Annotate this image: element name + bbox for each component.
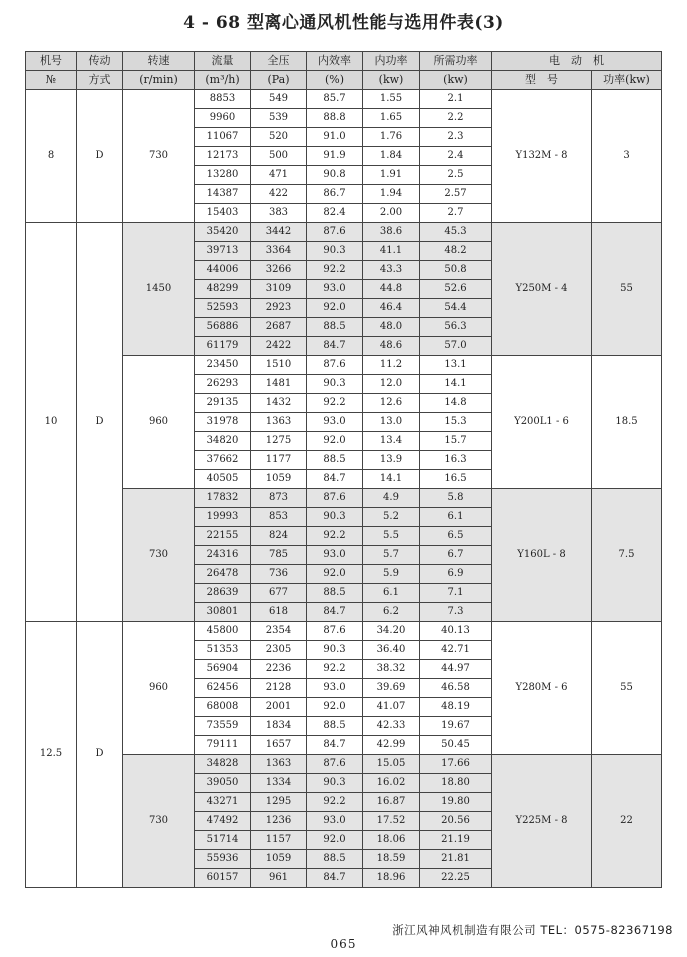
inner-power-cell: 1.94: [363, 185, 420, 204]
col-flow: 流量: [195, 52, 251, 71]
required-power-cell: 6.7: [420, 546, 492, 565]
pressure-cell: 1177: [251, 451, 307, 470]
pressure-cell: 853: [251, 508, 307, 527]
pressure-cell: 500: [251, 147, 307, 166]
pressure-cell: 2001: [251, 698, 307, 717]
pressure-cell: 520: [251, 128, 307, 147]
pressure-cell: 785: [251, 546, 307, 565]
pressure-cell: 824: [251, 527, 307, 546]
inner-power-cell: 18.96: [363, 869, 420, 888]
motor-model-cell: Y225M - 8: [492, 755, 592, 888]
flow-cell: 56904: [195, 660, 251, 679]
efficiency-cell: 88.5: [307, 451, 363, 470]
pressure-cell: 961: [251, 869, 307, 888]
pressure-cell: 3442: [251, 223, 307, 242]
required-power-cell: 52.6: [420, 280, 492, 299]
flow-cell: 13280: [195, 166, 251, 185]
required-power-cell: 22.25: [420, 869, 492, 888]
fan-model-no-cell: 8: [26, 90, 77, 223]
flow-cell: 48299: [195, 280, 251, 299]
flow-cell: 11067: [195, 128, 251, 147]
flow-cell: 28639: [195, 584, 251, 603]
efficiency-cell: 88.5: [307, 584, 363, 603]
required-power-cell: 18.80: [420, 774, 492, 793]
inner-power-cell: 4.9: [363, 489, 420, 508]
pressure-cell: 1295: [251, 793, 307, 812]
drive-type-cell: D: [77, 223, 123, 622]
motor-power-cell: 3: [592, 90, 662, 223]
col-pressure: 全压: [251, 52, 307, 71]
flow-cell: 14387: [195, 185, 251, 204]
inner-power-cell: 46.4: [363, 299, 420, 318]
required-power-cell: 15.3: [420, 413, 492, 432]
inner-power-cell: 5.9: [363, 565, 420, 584]
required-power-cell: 21.81: [420, 850, 492, 869]
inner-power-cell: 5.2: [363, 508, 420, 527]
required-power-cell: 14.1: [420, 375, 492, 394]
flow-cell: 34828: [195, 755, 251, 774]
required-power-cell: 17.66: [420, 755, 492, 774]
pressure-cell: 549: [251, 90, 307, 109]
inner-power-cell: 17.52: [363, 812, 420, 831]
col-inner-power-unit: (kw): [363, 71, 420, 90]
flow-cell: 79111: [195, 736, 251, 755]
flow-cell: 39713: [195, 242, 251, 261]
flow-cell: 15403: [195, 204, 251, 223]
pressure-cell: 873: [251, 489, 307, 508]
efficiency-cell: 87.6: [307, 223, 363, 242]
pressure-cell: 2354: [251, 622, 307, 641]
pressure-cell: 2128: [251, 679, 307, 698]
efficiency-cell: 90.3: [307, 774, 363, 793]
flow-cell: 34820: [195, 432, 251, 451]
col-model-no-sub: №: [26, 71, 77, 90]
pressure-cell: 1059: [251, 850, 307, 869]
drive-type-cell: D: [77, 90, 123, 223]
efficiency-cell: 93.0: [307, 679, 363, 698]
required-power-cell: 56.3: [420, 318, 492, 337]
pressure-cell: 1363: [251, 413, 307, 432]
page-number: 065: [330, 937, 357, 951]
pressure-cell: 1236: [251, 812, 307, 831]
efficiency-cell: 87.6: [307, 622, 363, 641]
required-power-cell: 57.0: [420, 337, 492, 356]
fan-model-no-cell: 12.5: [26, 622, 77, 888]
required-power-cell: 7.3: [420, 603, 492, 622]
speed-cell: 730: [123, 755, 195, 888]
inner-power-cell: 1.65: [363, 109, 420, 128]
inner-power-cell: 42.99: [363, 736, 420, 755]
efficiency-cell: 85.7: [307, 90, 363, 109]
pressure-cell: 618: [251, 603, 307, 622]
pressure-cell: 1275: [251, 432, 307, 451]
required-power-cell: 50.45: [420, 736, 492, 755]
efficiency-cell: 93.0: [307, 280, 363, 299]
flow-cell: 8853: [195, 90, 251, 109]
efficiency-cell: 87.6: [307, 356, 363, 375]
col-motor-power: 功率(kw): [592, 71, 662, 90]
flow-cell: 35420: [195, 223, 251, 242]
required-power-cell: 48.2: [420, 242, 492, 261]
flow-cell: 31978: [195, 413, 251, 432]
inner-power-cell: 5.7: [363, 546, 420, 565]
flow-cell: 29135: [195, 394, 251, 413]
inner-power-cell: 1.76: [363, 128, 420, 147]
efficiency-cell: 92.0: [307, 432, 363, 451]
col-efficiency: 内效率: [307, 52, 363, 71]
pressure-cell: 383: [251, 204, 307, 223]
inner-power-cell: 13.0: [363, 413, 420, 432]
col-required-power: 所需功率: [420, 52, 492, 71]
efficiency-cell: 87.6: [307, 755, 363, 774]
pressure-cell: 736: [251, 565, 307, 584]
efficiency-cell: 88.5: [307, 850, 363, 869]
efficiency-cell: 90.3: [307, 242, 363, 261]
inner-power-cell: 18.06: [363, 831, 420, 850]
motor-model-cell: Y280M - 6: [492, 622, 592, 755]
pressure-cell: 2687: [251, 318, 307, 337]
efficiency-cell: 88.5: [307, 318, 363, 337]
flow-cell: 19993: [195, 508, 251, 527]
flow-cell: 17832: [195, 489, 251, 508]
inner-power-cell: 1.55: [363, 90, 420, 109]
required-power-cell: 42.71: [420, 641, 492, 660]
flow-cell: 73559: [195, 717, 251, 736]
required-power-cell: 2.57: [420, 185, 492, 204]
flow-cell: 56886: [195, 318, 251, 337]
motor-model-cell: Y200L1 - 6: [492, 356, 592, 489]
inner-power-cell: 2.00: [363, 204, 420, 223]
efficiency-cell: 92.2: [307, 394, 363, 413]
required-power-cell: 6.1: [420, 508, 492, 527]
inner-power-cell: 12.0: [363, 375, 420, 394]
speed-cell: 960: [123, 622, 195, 755]
efficiency-cell: 88.8: [307, 109, 363, 128]
inner-power-cell: 36.40: [363, 641, 420, 660]
inner-power-cell: 15.05: [363, 755, 420, 774]
flow-cell: 52593: [195, 299, 251, 318]
required-power-cell: 2.3: [420, 128, 492, 147]
efficiency-cell: 91.0: [307, 128, 363, 147]
efficiency-cell: 90.3: [307, 375, 363, 394]
col-inner-power: 内功率: [363, 52, 420, 71]
efficiency-cell: 84.7: [307, 736, 363, 755]
flow-cell: 40505: [195, 470, 251, 489]
pressure-cell: 1510: [251, 356, 307, 375]
required-power-cell: 2.4: [420, 147, 492, 166]
speed-cell: 1450: [123, 223, 195, 356]
pressure-cell: 539: [251, 109, 307, 128]
inner-power-cell: 41.07: [363, 698, 420, 717]
col-drive-sub: 方式: [77, 71, 123, 90]
inner-power-cell: 39.69: [363, 679, 420, 698]
efficiency-cell: 93.0: [307, 812, 363, 831]
efficiency-cell: 92.2: [307, 261, 363, 280]
col-motor-model: 型 号: [492, 71, 592, 90]
col-speed-unit: (r/min): [123, 71, 195, 90]
flow-cell: 24316: [195, 546, 251, 565]
required-power-cell: 2.2: [420, 109, 492, 128]
flow-cell: 30801: [195, 603, 251, 622]
required-power-cell: 16.3: [420, 451, 492, 470]
flow-cell: 61179: [195, 337, 251, 356]
inner-power-cell: 18.59: [363, 850, 420, 869]
fan-model-no-cell: 10: [26, 223, 77, 622]
flow-cell: 45800: [195, 622, 251, 641]
flow-cell: 43271: [195, 793, 251, 812]
required-power-cell: 19.80: [420, 793, 492, 812]
efficiency-cell: 92.0: [307, 299, 363, 318]
table-body: [26, 90, 662, 888]
efficiency-cell: 92.0: [307, 565, 363, 584]
required-power-cell: 40.13: [420, 622, 492, 641]
pressure-cell: 1432: [251, 394, 307, 413]
flow-cell: 9960: [195, 109, 251, 128]
pressure-cell: 471: [251, 166, 307, 185]
inner-power-cell: 16.02: [363, 774, 420, 793]
inner-power-cell: 44.8: [363, 280, 420, 299]
inner-power-cell: 11.2: [363, 356, 420, 375]
page-title: 4 - 68 型离心通风机性能与选用件表(3): [183, 13, 504, 33]
efficiency-cell: 92.2: [307, 660, 363, 679]
pressure-cell: 1363: [251, 755, 307, 774]
inner-power-cell: 13.4: [363, 432, 420, 451]
motor-power-cell: 7.5: [592, 489, 662, 622]
col-motor: 电 动 机: [492, 52, 662, 71]
required-power-cell: 5.8: [420, 489, 492, 508]
required-power-cell: 2.5: [420, 166, 492, 185]
inner-power-cell: 1.91: [363, 166, 420, 185]
efficiency-cell: 84.7: [307, 869, 363, 888]
pressure-cell: 1157: [251, 831, 307, 850]
required-power-cell: 2.1: [420, 90, 492, 109]
required-power-cell: 54.4: [420, 299, 492, 318]
flow-cell: 51353: [195, 641, 251, 660]
efficiency-cell: 92.2: [307, 527, 363, 546]
pressure-cell: 1481: [251, 375, 307, 394]
pressure-cell: 1834: [251, 717, 307, 736]
col-drive: 传动: [77, 52, 123, 71]
pressure-cell: 3266: [251, 261, 307, 280]
drive-type-cell: D: [77, 622, 123, 888]
speed-cell: 960: [123, 356, 195, 489]
pressure-cell: 3364: [251, 242, 307, 261]
col-required-power-unit: (kw): [420, 71, 492, 90]
efficiency-cell: 90.3: [307, 508, 363, 527]
motor-power-cell: 18.5: [592, 356, 662, 489]
pressure-cell: 1059: [251, 470, 307, 489]
inner-power-cell: 38.32: [363, 660, 420, 679]
inner-power-cell: 48.6: [363, 337, 420, 356]
pressure-cell: 422: [251, 185, 307, 204]
inner-power-cell: 6.2: [363, 603, 420, 622]
required-power-cell: 6.5: [420, 527, 492, 546]
required-power-cell: 6.9: [420, 565, 492, 584]
required-power-cell: 2.7: [420, 204, 492, 223]
flow-cell: 60157: [195, 869, 251, 888]
flow-cell: 44006: [195, 261, 251, 280]
efficiency-cell: 87.6: [307, 489, 363, 508]
required-power-cell: 19.67: [420, 717, 492, 736]
motor-model-cell: Y250M - 4: [492, 223, 592, 356]
efficiency-cell: 84.7: [307, 337, 363, 356]
inner-power-cell: 43.3: [363, 261, 420, 280]
motor-power-cell: 55: [592, 223, 662, 356]
efficiency-cell: 92.0: [307, 831, 363, 850]
efficiency-cell: 90.3: [307, 641, 363, 660]
flow-cell: 55936: [195, 850, 251, 869]
efficiency-cell: 84.7: [307, 603, 363, 622]
required-power-cell: 14.8: [420, 394, 492, 413]
inner-power-cell: 38.6: [363, 223, 420, 242]
flow-cell: 22155: [195, 527, 251, 546]
flow-cell: 26293: [195, 375, 251, 394]
table-row: [26, 90, 662, 109]
col-model-no: 机号: [26, 52, 77, 71]
required-power-cell: 13.1: [420, 356, 492, 375]
efficiency-cell: 84.7: [307, 470, 363, 489]
efficiency-cell: 82.4: [307, 204, 363, 223]
footer-company: 浙江风神风机制造有限公司 TEL：0575-82367198: [392, 923, 673, 937]
flow-cell: 39050: [195, 774, 251, 793]
flow-cell: 68008: [195, 698, 251, 717]
flow-cell: 23450: [195, 356, 251, 375]
pressure-cell: 3109: [251, 280, 307, 299]
flow-cell: 12173: [195, 147, 251, 166]
inner-power-cell: 48.0: [363, 318, 420, 337]
efficiency-cell: 92.0: [307, 698, 363, 717]
speed-cell: 730: [123, 489, 195, 622]
motor-power-cell: 55: [592, 622, 662, 755]
efficiency-cell: 93.0: [307, 546, 363, 565]
efficiency-cell: 91.9: [307, 147, 363, 166]
speed-cell: 730: [123, 90, 195, 223]
col-speed: 转速: [123, 52, 195, 71]
table-header: [26, 52, 662, 90]
required-power-cell: 50.8: [420, 261, 492, 280]
col-pressure-unit: (Pa): [251, 71, 307, 90]
flow-cell: 47492: [195, 812, 251, 831]
required-power-cell: 16.5: [420, 470, 492, 489]
pressure-cell: 2236: [251, 660, 307, 679]
efficiency-cell: 90.8: [307, 166, 363, 185]
col-efficiency-unit: (%): [307, 71, 363, 90]
required-power-cell: 46.58: [420, 679, 492, 698]
fan-performance-table: [25, 51, 662, 888]
pressure-cell: 1334: [251, 774, 307, 793]
motor-power-cell: 22: [592, 755, 662, 888]
required-power-cell: 15.7: [420, 432, 492, 451]
inner-power-cell: 13.9: [363, 451, 420, 470]
required-power-cell: 7.1: [420, 584, 492, 603]
required-power-cell: 20.56: [420, 812, 492, 831]
inner-power-cell: 12.6: [363, 394, 420, 413]
flow-cell: 26478: [195, 565, 251, 584]
pressure-cell: 1657: [251, 736, 307, 755]
flow-cell: 62456: [195, 679, 251, 698]
motor-model-cell: Y160L - 8: [492, 489, 592, 622]
required-power-cell: 44.97: [420, 660, 492, 679]
motor-model-cell: Y132M - 8: [492, 90, 592, 223]
pressure-cell: 2422: [251, 337, 307, 356]
required-power-cell: 21.19: [420, 831, 492, 850]
table-row: [26, 223, 662, 242]
pressure-cell: 2923: [251, 299, 307, 318]
inner-power-cell: 14.1: [363, 470, 420, 489]
pressure-cell: 2305: [251, 641, 307, 660]
table-row: [26, 622, 662, 641]
efficiency-cell: 93.0: [307, 413, 363, 432]
inner-power-cell: 34.20: [363, 622, 420, 641]
efficiency-cell: 92.2: [307, 793, 363, 812]
inner-power-cell: 1.84: [363, 147, 420, 166]
inner-power-cell: 6.1: [363, 584, 420, 603]
efficiency-cell: 88.5: [307, 717, 363, 736]
inner-power-cell: 5.5: [363, 527, 420, 546]
required-power-cell: 45.3: [420, 223, 492, 242]
efficiency-cell: 86.7: [307, 185, 363, 204]
inner-power-cell: 42.33: [363, 717, 420, 736]
required-power-cell: 48.19: [420, 698, 492, 717]
col-flow-unit: (m³/h): [195, 71, 251, 90]
inner-power-cell: 16.87: [363, 793, 420, 812]
flow-cell: 37662: [195, 451, 251, 470]
inner-power-cell: 41.1: [363, 242, 420, 261]
pressure-cell: 677: [251, 584, 307, 603]
flow-cell: 51714: [195, 831, 251, 850]
